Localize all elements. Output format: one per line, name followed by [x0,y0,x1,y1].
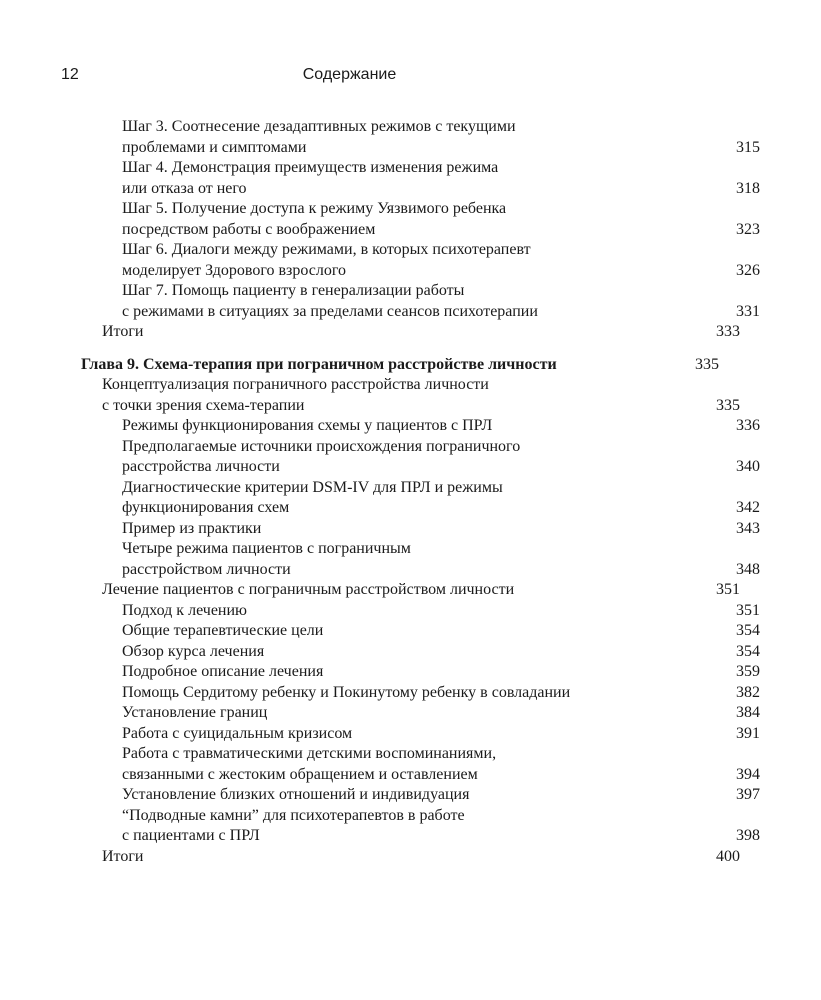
toc-entry-title-line: Шаг 6. Диалоги между режимами, в которых психотерапевт [122,241,531,258]
toc-entry-page-number: 384 [736,704,760,721]
toc-subsection-entry [0,621,821,642]
toc-entry-title [122,158,498,199]
toc-entry-page-number: 323 [736,220,760,238]
toc-entry-title-line: Четыре режима пациентов с пограничным [122,540,411,557]
toc-entry-page-number: 336 [736,417,760,434]
toc-entry-title-line: Диагностические критерии DSM-IV для ПРЛ и режимы [122,478,503,496]
toc-entry-title [122,785,469,806]
toc-entry-title [122,642,264,663]
toc-entry-page-number: 335 [716,396,740,414]
toc-subsection-entry [0,744,821,785]
toc-entry-title [122,519,261,540]
toc-entry-title [102,375,489,416]
toc-entry-title-line: Итоги [102,323,144,340]
toc-subsection-entry [0,416,821,437]
toc-entry-title [122,281,538,322]
toc-subsection-entry [0,539,821,580]
toc-entry-title-line: Подробное описание лечения [122,663,324,680]
toc-entry-title-line: Лечение пациентов с пограничным расстройством личности [102,581,515,598]
running-title: Содержание [302,66,397,83]
page-number: 12 [61,66,79,83]
toc-entry-title-line: с режимами в ситуациях за пределами сеансов психотерапии [122,302,538,320]
toc-entry-title [122,806,465,847]
toc-entry-title [102,322,143,343]
toc-entry-title-line: Подход к лечению [122,601,247,619]
toc-entry-title [122,744,496,785]
toc-entry-page-number: 318 [736,179,760,197]
toc-section-entry [0,322,801,343]
toc-entry-title-line: Шаг 5. Получение доступа к режиму Уязвимого ребенка [122,200,507,217]
toc-section-entry [0,375,801,416]
toc-entry-title-line: Работа с травматическими детскими воспоминаниями, [122,745,497,762]
toc-entry-title-line: с точки зрения схема-терапии [102,396,305,414]
toc-entry-title-line: Обзор курса лечения [122,642,265,660]
toc-entry-page-number: 326 [736,261,760,279]
toc-subsection-entry [0,806,821,847]
toc-entry-title [122,416,492,437]
toc-subsection-entry [0,601,821,622]
toc-entry-title-line: или отказа от него [122,179,247,197]
toc-entry-title-line: Концептуализация пограничного расстройства личности [102,376,489,393]
toc-entry-title [122,683,570,704]
toc-entry-page-number: 335 [695,355,719,373]
page-header [0,66,699,90]
toc-subsection-entry [0,478,821,519]
toc-entry-title [122,724,352,745]
toc-entry-title [122,703,267,724]
chapter-spacer [0,343,699,355]
toc-entry-title-line: моделирует Здорового взрослого [122,261,347,279]
toc-entry-page-number: 351 [736,601,760,619]
toc-subsection-entry [0,437,821,478]
toc-entry-title-line: посредством работы с воображением [122,220,376,238]
toc-entry-page-number: 391 [736,724,760,742]
toc-subsection-entry [0,281,821,322]
table-of-contents [0,117,760,867]
toc-entry-title [122,437,520,478]
toc-section-entry [0,580,801,601]
toc-subsection-entry [0,703,821,724]
toc-entry-title-line: Установление близких отношений и индивидуация [122,786,470,803]
toc-entry-title-line: Глава 9. Схема-терапия при пограничном расстройстве личности [81,355,557,373]
toc-entry-title [122,621,323,642]
toc-subsection-entry [0,642,821,663]
toc-entry-title-line: проблемами и симптомами [122,138,307,156]
toc-entry-page-number: 354 [736,622,760,639]
toc-entry-title-line: Работа с суицидальным кризисом [122,724,353,742]
toc-entry-page-number: 343 [736,519,760,537]
toc-entry-title-line: “Подводные камни” для психотерапевтов в работе [122,806,465,824]
toc-subsection-entry [0,683,821,704]
toc-entry-title-line: Установление границ [122,704,268,721]
toc-entry-page-number: 331 [736,302,760,320]
toc-chapter-entry [0,355,780,376]
toc-entry-title-line: Шаг 7. Помощь пациенту в генерализации работы [122,282,465,299]
toc-section-entry [0,847,801,868]
toc-entry-title [102,847,143,868]
toc-entry-title [122,199,506,240]
toc-entry-title-line: Пример из практики [122,519,262,537]
toc-subsection-entry [0,785,821,806]
toc-entry-page-number: 397 [736,786,760,803]
toc-entry-page-number: 400 [716,847,740,865]
toc-entry-title [122,478,503,519]
toc-entry-page-number: 340 [736,458,760,475]
toc-entry-page-number: 333 [716,323,740,340]
toc-entry-page-number: 354 [736,642,760,660]
toc-subsection-entry [0,240,821,281]
toc-entry-title-line: Итоги [102,847,144,865]
toc-entry-page-number: 394 [736,765,760,783]
toc-entry-title [122,117,516,158]
toc-entry-title [122,601,247,622]
toc-entry-title [102,580,514,601]
toc-entry-page-number: 398 [736,827,760,844]
toc-subsection-entry [0,158,821,199]
toc-entry-title-line: расстройства личности [122,458,280,475]
toc-entry-page-number: 359 [736,663,760,680]
toc-entry-page-number: 315 [736,138,760,156]
toc-entry-page-number: 342 [736,499,760,516]
toc-subsection-entry [0,662,821,683]
toc-entry-title [122,240,531,281]
toc-entry-title-line: связанными с жестоким обращением и оставлением [122,765,478,783]
toc-entry-title-line: Общие терапевтические цели [122,622,324,639]
toc-entry-title-line: Предполагаемые источники происхождения пограничного [122,437,521,455]
toc-entry-title [81,355,557,376]
toc-entry-title-line: Режимы функционирования схемы у пациентов с ПРЛ [122,417,493,434]
toc-subsection-entry [0,724,821,745]
toc-entry-title-line: с пациентами с ПРЛ [122,827,260,844]
toc-entry-title-line: расстройством личности [122,560,291,578]
toc-entry-page-number: 348 [736,560,760,578]
toc-entry-title [122,662,323,683]
toc-entry-title-line: Шаг 4. Демонстрация преимуществ изменения режима [122,159,499,176]
toc-entry-page-number: 351 [716,581,740,598]
toc-subsection-entry [0,519,821,540]
toc-subsection-entry [0,199,821,240]
toc-entry-title [122,539,411,580]
toc-entry-title-line: Помощь Сердитому ребенку и Покинутому ребенку в совладании [122,683,571,701]
toc-entry-page-number: 382 [736,683,760,701]
toc-entry-title-line: функционирования схем [122,499,290,516]
toc-subsection-entry [0,117,821,158]
toc-entry-title-line: Шаг 3. Соотнесение дезадаптивных режимов с текущими [122,118,516,135]
